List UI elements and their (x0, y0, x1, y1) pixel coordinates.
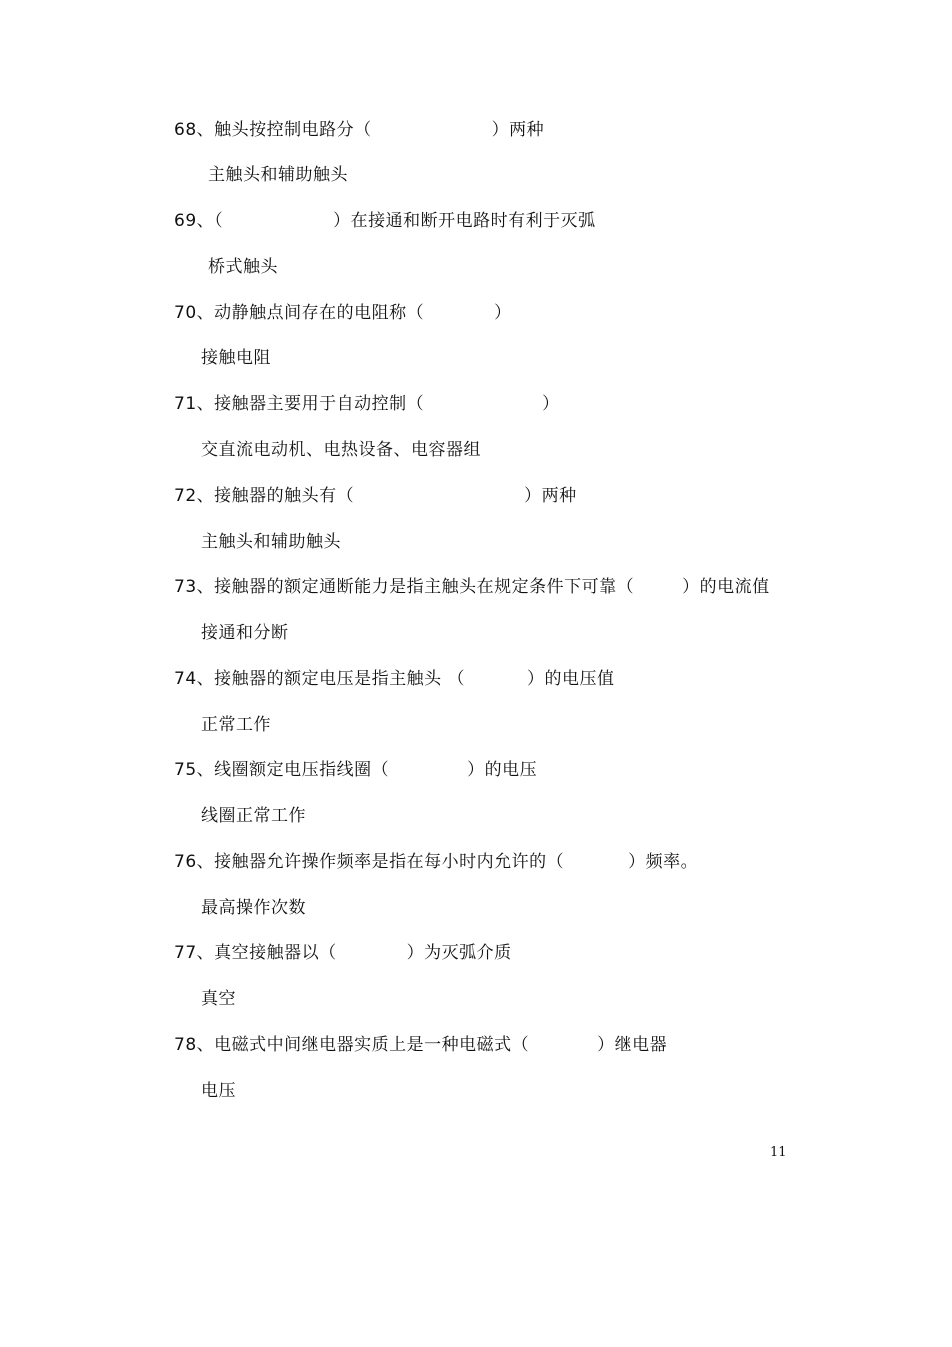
question-text: 70、动静触点间存在的电阻称（ (174, 303, 425, 323)
answer-70: 接触电阻 (201, 348, 271, 368)
answer-76: 最高操作次数 (201, 898, 306, 918)
question-68 (174, 119, 544, 141)
question-text: 78、电磁式中间继电器实质上是一种电磁式（ (174, 1035, 530, 1055)
question-text-end: ） (494, 303, 512, 323)
question-text: 76、接触器允许操作频率是指在每小时内允许的（ (174, 852, 565, 872)
question-text-end: ）的电压值 (527, 669, 615, 689)
question-73 (174, 576, 770, 598)
question-text: 74、接触器的额定电压是指主触头 （ (174, 669, 466, 689)
page-number: 11 (770, 1145, 787, 1160)
question-text-end: ） (542, 394, 560, 414)
question-text-end: ）频率。 (628, 852, 699, 872)
question-77 (174, 942, 512, 964)
question-72 (174, 485, 577, 507)
question-text: 68、触头按控制电路分（ (174, 120, 372, 140)
answer-71: 交直流电动机、电热设备、电容器组 (201, 440, 481, 460)
answer-73: 接通和分断 (201, 623, 289, 643)
answer-77: 真空 (201, 989, 236, 1009)
answer-69: 桥式触头 (208, 257, 278, 277)
question-78 (174, 1034, 667, 1056)
question-text-end: ）为灭弧介质 (406, 943, 512, 963)
question-text: 72、接触器的触头有（ (174, 486, 355, 506)
question-text-end: ）在接通和断开电路时有利于灭弧 (333, 211, 596, 231)
question-text: 69、（ (174, 211, 224, 231)
answer-68: 主触头和辅助触头 (208, 165, 348, 185)
question-text: 73、接触器的额定通断能力是指主触头在规定条件下可靠（ (174, 577, 635, 597)
question-69 (174, 210, 596, 232)
question-text: 77、真空接触器以（ (174, 943, 337, 963)
question-75 (174, 759, 537, 781)
question-74 (174, 668, 615, 690)
answer-74: 正常工作 (201, 715, 271, 735)
answer-72: 主触头和辅助触头 (201, 532, 341, 552)
question-text-end: ）的电流值 (682, 577, 770, 597)
question-text-end: ）两种 (524, 486, 577, 506)
question-70 (174, 302, 512, 324)
question-71 (174, 393, 560, 415)
question-text-end: ）两种 (491, 120, 545, 140)
question-text: 75、线圈额定电压指线圈（ (174, 760, 390, 780)
answer-75: 线圈正常工作 (201, 806, 306, 826)
answer-78: 电压 (201, 1081, 236, 1101)
question-text: 71、接触器主要用于自动控制（ (174, 394, 425, 414)
question-text-end: ）的电压 (467, 760, 538, 780)
question-76 (174, 851, 698, 873)
question-text-end: ）继电器 (597, 1035, 668, 1055)
